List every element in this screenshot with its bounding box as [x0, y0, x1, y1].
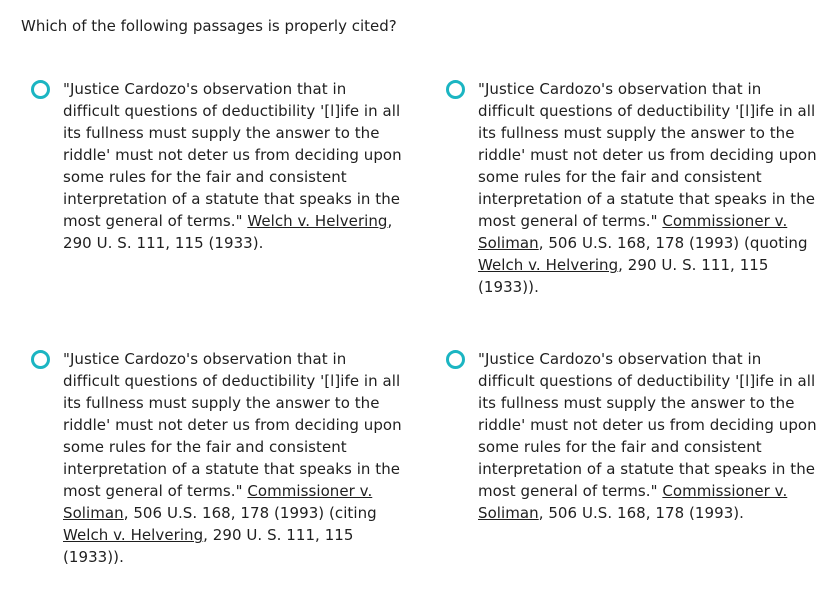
option-d-quote: "Justice Cardozo's observation that in difficult questions of deductibility '[l]ife in all its fullness must supply the answer to the riddle' must not deter us from deciding upon some rules for the fair and consistent interpretation of a statute that speaks in the most general of terms.": [478, 350, 817, 500]
option-a-text: [63, 78, 403, 254]
option-a-quote: "Justice Cardozo's observation that in difficult questions of deductibility '[l]ife in all its fullness must supply the answer to the riddle' must not deter us from deciding upon some rules for the fair and consistent interpretation of a statute that speaks in the most general of terms.": [63, 80, 402, 230]
radio-button-option-d[interactable]: [446, 350, 465, 369]
option-c-text: [63, 348, 403, 568]
option-c-citation: , 506 U.S. 168, 178 (1993) (citing: [123, 504, 377, 522]
option-b-secondary-citation: , 290 U. S. 111, 115 (1933)).: [478, 256, 769, 296]
radio-button-option-c[interactable]: [31, 350, 50, 369]
radio-button-option-b[interactable]: [446, 80, 465, 99]
option-d-text: [478, 348, 818, 524]
option-c-case-name: Commissioner v. Soliman: [63, 482, 373, 522]
option-a-case-name: Welch v. Helvering: [247, 212, 388, 230]
radio-button-option-a[interactable]: [31, 80, 50, 99]
option-c-secondary-citation: , 290 U. S. 111, 115 (1933)).: [63, 526, 354, 566]
option-d-citation: , 506 U.S. 168, 178 (1993).: [538, 504, 745, 522]
option-c-secondary-case-name: Welch v. Helvering: [63, 526, 204, 544]
option-d-case-name: Commissioner v. Soliman: [478, 482, 788, 522]
option-b-text: [478, 78, 818, 298]
option-b-secondary-case-name: Welch v. Helvering: [478, 256, 619, 274]
question-text: Which of the following passages is properly cited?: [21, 17, 397, 35]
option-c-quote: "Justice Cardozo's observation that in difficult questions of deductibility '[l]ife in all its fullness must supply the answer to the riddle' must not deter us from deciding upon some rules for the fair and consistent interpretation of a statute that speaks in the most general of terms.": [63, 350, 402, 500]
option-b-case-name: Commissioner v. Soliman: [478, 212, 788, 252]
option-b-citation: , 506 U.S. 168, 178 (1993) (quoting: [538, 234, 808, 252]
option-b-quote: "Justice Cardozo's observation that in difficult questions of deductibility '[l]ife in all its fullness must supply the answer to the riddle' must not deter us from deciding upon some rules for the fair and consistent interpretation of a statute that speaks in the most general of terms.": [478, 80, 817, 230]
option-a-citation: , 290 U. S. 111, 115 (1933).: [63, 212, 393, 252]
